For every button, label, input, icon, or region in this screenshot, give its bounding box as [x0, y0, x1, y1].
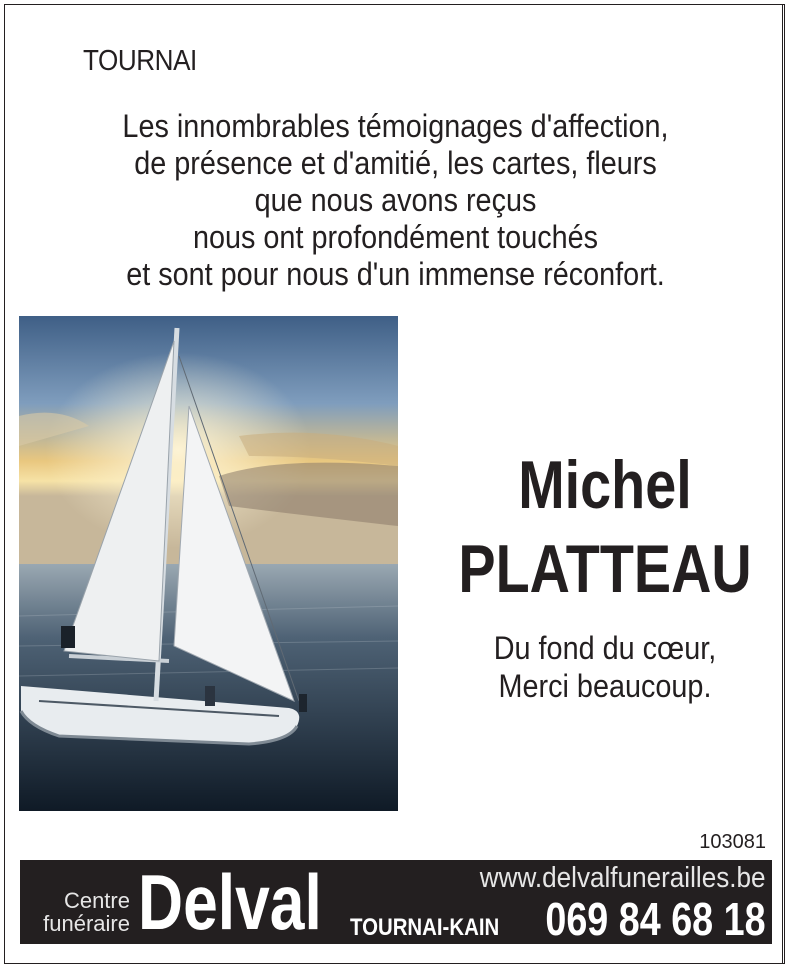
funeral-home-name: Delval [138, 858, 322, 946]
last-name: PLATTEAU [458, 531, 752, 607]
obituary-notice [4, 4, 785, 964]
thank-you-message [5, 108, 786, 293]
sailboat-at-sunset-image [19, 316, 398, 811]
message-line: que nous avons reçus [254, 182, 537, 218]
first-name: Michel [518, 447, 692, 523]
location: TOURNAI [83, 45, 197, 77]
funeral-home-banner [20, 860, 772, 944]
website-link[interactable]: www.delvalfunerailles.be [480, 862, 766, 894]
city-label: TOURNAI-KAIN [350, 914, 500, 941]
deceased-name [425, 443, 785, 611]
reference-number: 103081 [699, 831, 766, 853]
message-line: Les innombrables témoignages d'affection, [122, 108, 669, 144]
message-line: de présence et d'amitié, les cartes, fleurs [134, 145, 657, 181]
phone-number[interactable]: 069 84 68 18 [545, 893, 766, 945]
centre-label-line: Centre [63, 888, 130, 913]
message-line: et sont pour nous d'un immense réconfort. [126, 256, 665, 292]
message-line: nous ont profondément touchés [192, 219, 599, 255]
centre-label [20, 889, 130, 935]
sailboat-photo [19, 316, 398, 811]
closing-thanks [425, 629, 785, 705]
thanks-line: Merci beaucoup. [498, 668, 712, 704]
thanks-line: Du fond du cœur, [493, 630, 717, 666]
centre-label-line: funéraire [43, 911, 130, 936]
